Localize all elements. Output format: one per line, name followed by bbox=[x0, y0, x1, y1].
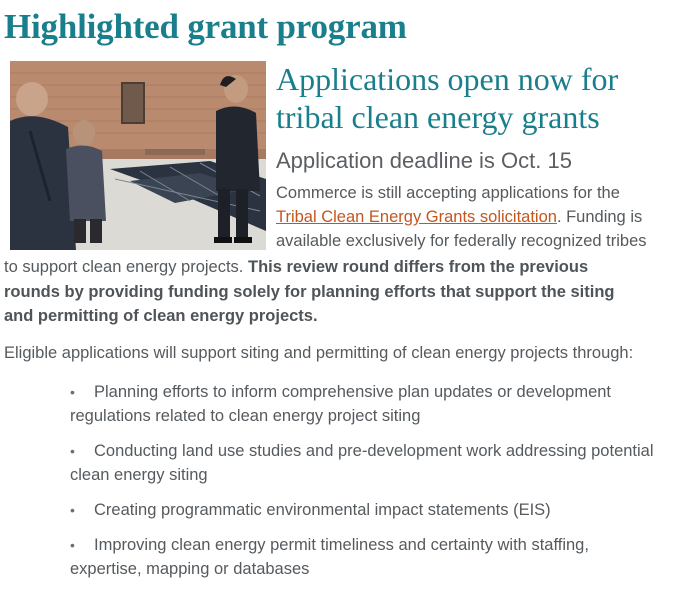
section-heading: Highlighted grant program bbox=[4, 7, 407, 46]
article-title: Applications open now for tribal clean energy grants bbox=[276, 61, 619, 135]
intro-line-1 bbox=[276, 181, 620, 205]
intro-line-2 bbox=[276, 205, 642, 229]
intro-line-4 bbox=[4, 255, 588, 279]
review-round-note: This review round differs from the previous bbox=[247, 258, 589, 276]
article-subtitle: Application deadline is Oct. 15 bbox=[276, 148, 572, 173]
rooftop-solar-photo bbox=[10, 61, 266, 250]
list-item: • Conducting land use studies and pre-development work addressing potential clean energy siting bbox=[40, 439, 660, 487]
review-round-note-line3: and permitting of clean energy projects. bbox=[4, 307, 318, 325]
intro-text-cont: . Funding is bbox=[556, 208, 643, 226]
eligible-intro: Eligible applications will support siting and permitting of clean energy projects through: bbox=[4, 344, 634, 362]
review-round-note-line2: rounds by providing funding solely for planning efforts that support the siting bbox=[4, 283, 615, 301]
bullet-icon: • bbox=[70, 537, 75, 553]
list-item: • Creating programmatic environmental impact statements (EIS) bbox=[40, 498, 660, 522]
list-item: • Improving clean energy permit timeliness and certainty with staffing, expertise, mapping or databases bbox=[40, 533, 660, 581]
list-item: • Planning efforts to inform comprehensive plan updates or development regulations related to clean energy project siting bbox=[40, 380, 660, 428]
bullet-icon: • bbox=[70, 384, 75, 400]
intro-text: Commerce is still accepting applications for the bbox=[276, 184, 620, 202]
bullet-icon: • bbox=[70, 443, 75, 459]
bullet-icon: • bbox=[70, 502, 75, 518]
tribal-grants-solicitation-link[interactable]: Tribal Clean Energy Grants solicitation bbox=[276, 208, 557, 226]
intro-text-line4: to support clean energy projects. bbox=[4, 258, 244, 276]
intro-text-line3: available exclusively for federally recognized tribes bbox=[276, 232, 647, 250]
eligible-activities-list bbox=[40, 380, 660, 592]
intro-line-3 bbox=[276, 229, 647, 253]
